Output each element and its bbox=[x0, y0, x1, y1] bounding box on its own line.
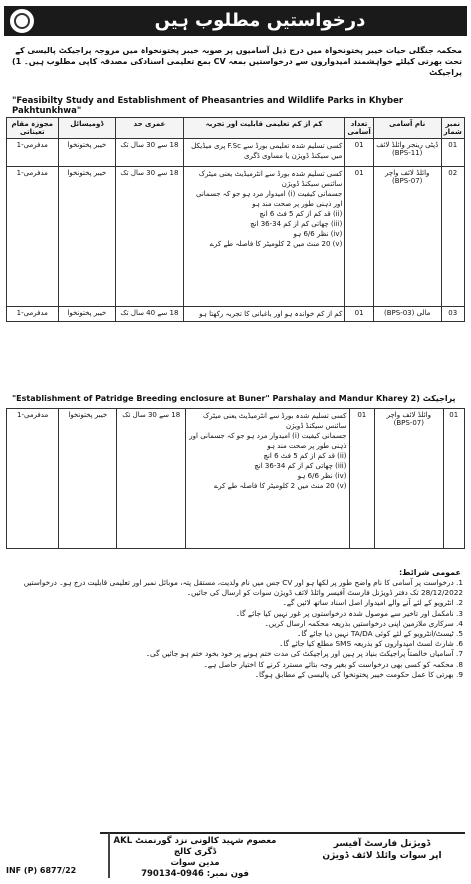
phone-line bbox=[110, 869, 280, 880]
th-num: نمبر شمار bbox=[441, 118, 464, 139]
row-qualification: کسی تسلیم شدہ بورڈ سے انٹرمیڈیٹ یعنی میٹرک سائنس سیکنڈ ڈویژن جسمانی کیفیت (i) امیدوار مرد ہو جو کہ جسمانی اور ذہنی طور پر صحت مند ہو (ii) قد کم از کم 5 فٹ 6 انچ (iii) چھاتی کم از کم 34-36 انچ (iv) نظر 6/6 ہو (v) 20 منٹ میں 2 کلومیٹر کا فاصلہ طے کرے bbox=[183, 167, 345, 307]
terms-list bbox=[8, 578, 463, 680]
phone-number: 0946-790134 bbox=[141, 869, 204, 879]
page-title: درخواستیں مطلوب ہیں bbox=[154, 10, 366, 31]
th-qual: کم از کم تعلیمی قابلیت اور تجربہ bbox=[183, 118, 345, 139]
row-age: 18 سے 40 سال تک bbox=[116, 307, 184, 322]
th-age: عمری حد bbox=[116, 118, 184, 139]
terms-heading: عمومی شرائط: bbox=[398, 568, 461, 577]
signatory-division: اپر سوات وائلڈ لائف ڈویژن bbox=[322, 851, 442, 861]
inf-code: INF (P) 6877/22 bbox=[6, 866, 77, 875]
project1-label: 1) پراجیکٹ bbox=[12, 57, 462, 77]
term-item: 7. آسامیاں خالصتاً پراجیکٹ بنیاد پر ہیں اور پراجیکٹ کی مدت ختم ہونے پر خود بخود ختم ہو جائیں گی۔ bbox=[145, 649, 463, 659]
term-item: 2. انٹرویو کے لئے آنے والے امیدوار اصل اسناد ساتھ لائیں گے۔ bbox=[282, 598, 463, 608]
row-qualification: کسی تسلیم شدہ بورڈ سے انٹرمیڈیٹ یعنی میٹرک سائنس سیکنڈ ڈویژن جسمانی کیفیت (i) امیدوار مرد ہو جو کہ جسمانی اور ذہنی طور پر صحت مند ہو (ii) قد کم از کم 5 فٹ 6 انچ (iii) چھاتی کم از کم 34-36 انچ (iv) نظر 6/6 ہو (v) 20 منٹ میں 2 کلومیٹر کا فاصلہ طے کرے bbox=[185, 409, 349, 549]
project1-name: "Feasibilty Study and Establishment of Pheasantries and Wildlife Parks in Khyber Pakhtunkhwa" bbox=[12, 96, 404, 116]
row-domicile: خیبر پختونخوا bbox=[58, 167, 116, 307]
phone-label: فون نمبر: bbox=[206, 869, 249, 879]
row-num: 03 bbox=[441, 307, 464, 322]
th-station: مجوزہ مقام تعیناتی bbox=[7, 118, 59, 139]
row-post: وائلڈ لائف واچر (BPS-07) bbox=[375, 409, 443, 549]
row-qualification: کسی تسلیم شدہ تعلیمی بورڈ سے F.Sc پری میڈیکل میں سیکنڈ ڈویژن یا مساوی ڈگری bbox=[183, 139, 345, 167]
row-post: مالی (BPS-03) bbox=[373, 307, 441, 322]
intro-text: محکمہ جنگلی حیات خیبر پختونخواہ میں درج ذیل آسامیوں پر صوبہ خیبر پختونخواہ میں مروجہ پراجیکٹ پالیسی کے تحت بھرتی کیلئے خواہشمند امیدواروں سے درخواستیں بمعہ CV بمع تعلیمی اسنادکی مصدقہ کاپی مطلوب ہیں۔ bbox=[15, 46, 462, 66]
term-item: 5. ٹیسٹ/انٹرویو کے لئے کوئی TA/DA نہیں دیا جائے گا۔ bbox=[296, 629, 463, 639]
row-station: مدفرمی-1 bbox=[7, 307, 59, 322]
jobs-table-2 bbox=[6, 408, 465, 549]
jobs-table-1 bbox=[6, 117, 465, 322]
table-row bbox=[7, 139, 465, 167]
signatory-title: ڈویژنل فارسٹ آفیسر bbox=[333, 839, 431, 849]
row-domicile: خیبر پختونخوا bbox=[59, 409, 117, 549]
term-item: 3. نامکمل اور تاخیر سے موصول شدہ درخواستوں پر غور نہیں کیا جائے گا۔ bbox=[235, 608, 463, 618]
th-count: تعداد آسامی bbox=[345, 118, 374, 139]
row-age: 18 سے 30 سال تک bbox=[116, 139, 184, 167]
term-item: 4. سرکاری ملازمین اپنی درخواستیں بذریعہ محکمہ ارسال کریں۔ bbox=[264, 618, 463, 628]
th-domicile: ڈومیسائل bbox=[58, 118, 116, 139]
row-qualification: کم از کم خواندہ ہو اور باغبانی کا تجربہ رکھتا ہو bbox=[183, 307, 345, 322]
table-row bbox=[7, 307, 465, 322]
row-station: مدفرمی-1 bbox=[7, 167, 59, 307]
row-post: وائلڈ لائف واچر (BPS-07) bbox=[373, 167, 441, 307]
row-age: 18 سے 30 سال تک bbox=[116, 167, 184, 307]
th-post: نام آسامی bbox=[373, 118, 441, 139]
row-count: 01 bbox=[345, 167, 374, 307]
row-station: مدفرمی-1 bbox=[7, 139, 59, 167]
address-block bbox=[110, 836, 280, 880]
project2-label: 2) پراجیکٹ bbox=[410, 394, 456, 403]
term-item: 6. شارٹ لسٹ امیدواروں کو بذریعہ SMS مطلع کیا جائے گا۔ bbox=[279, 639, 463, 649]
row-num: 01 bbox=[443, 409, 464, 549]
row-count: 01 bbox=[345, 139, 374, 167]
intro-paragraph bbox=[10, 45, 462, 78]
row-num: 01 bbox=[441, 139, 464, 167]
term-item: 9. بھرتی کا عمل حکومت خیبر پختونخوا کی پالیسی کے مطابق ہوگا۔ bbox=[254, 669, 463, 679]
project2-name: "Establishment of Patridge Breeding enclosure at Buner" Parshalay and Mandur Kharey bbox=[12, 394, 408, 403]
address-line2: مدین سوات bbox=[170, 858, 220, 868]
row-count: 01 bbox=[349, 409, 375, 549]
row-post: ڈپٹی رینجر وائلڈ لائف (BPS-11) bbox=[373, 139, 441, 167]
table-row bbox=[7, 167, 465, 307]
signatory-block bbox=[307, 838, 457, 862]
department-logo bbox=[8, 7, 36, 35]
table-row bbox=[7, 409, 465, 549]
row-domicile: خیبر پختونخوا bbox=[58, 307, 116, 322]
table-header-row bbox=[7, 118, 465, 139]
address-line1: معصوم شہید کالونی نزد گورنمنٹ AKL ڈگری کالج bbox=[113, 836, 277, 857]
row-count: 01 bbox=[345, 307, 374, 322]
row-station: مدفرمی-1 bbox=[7, 409, 59, 549]
row-age: 18 سے 30 سال تک bbox=[117, 409, 185, 549]
logo-emblem bbox=[14, 13, 30, 29]
row-num: 02 bbox=[441, 167, 464, 307]
row-domicile: خیبر پختونخوا bbox=[58, 139, 116, 167]
term-item: 1. درخواست پر آسامی کا نام واضح طور پر لکھا ہو اور CV جس میں نام ولدیت، مستقل پتہ، موبائل نمبر اور تعلیمی قابلیت درج ہو۔ درخواستیں 28/12/2022 تک دفتر ڈویژنل فارسٹ آفیسر وائلڈ لائف ڈویژن سوات کو ارسال کی جائیں۔ bbox=[23, 578, 463, 598]
term-item: 8. محکمہ کو کسی بھی درخواست کو بغیر وجہ بتائے مسترد کرنے کا اختیار حاصل ہے۔ bbox=[203, 659, 463, 669]
project2-heading bbox=[12, 394, 462, 404]
